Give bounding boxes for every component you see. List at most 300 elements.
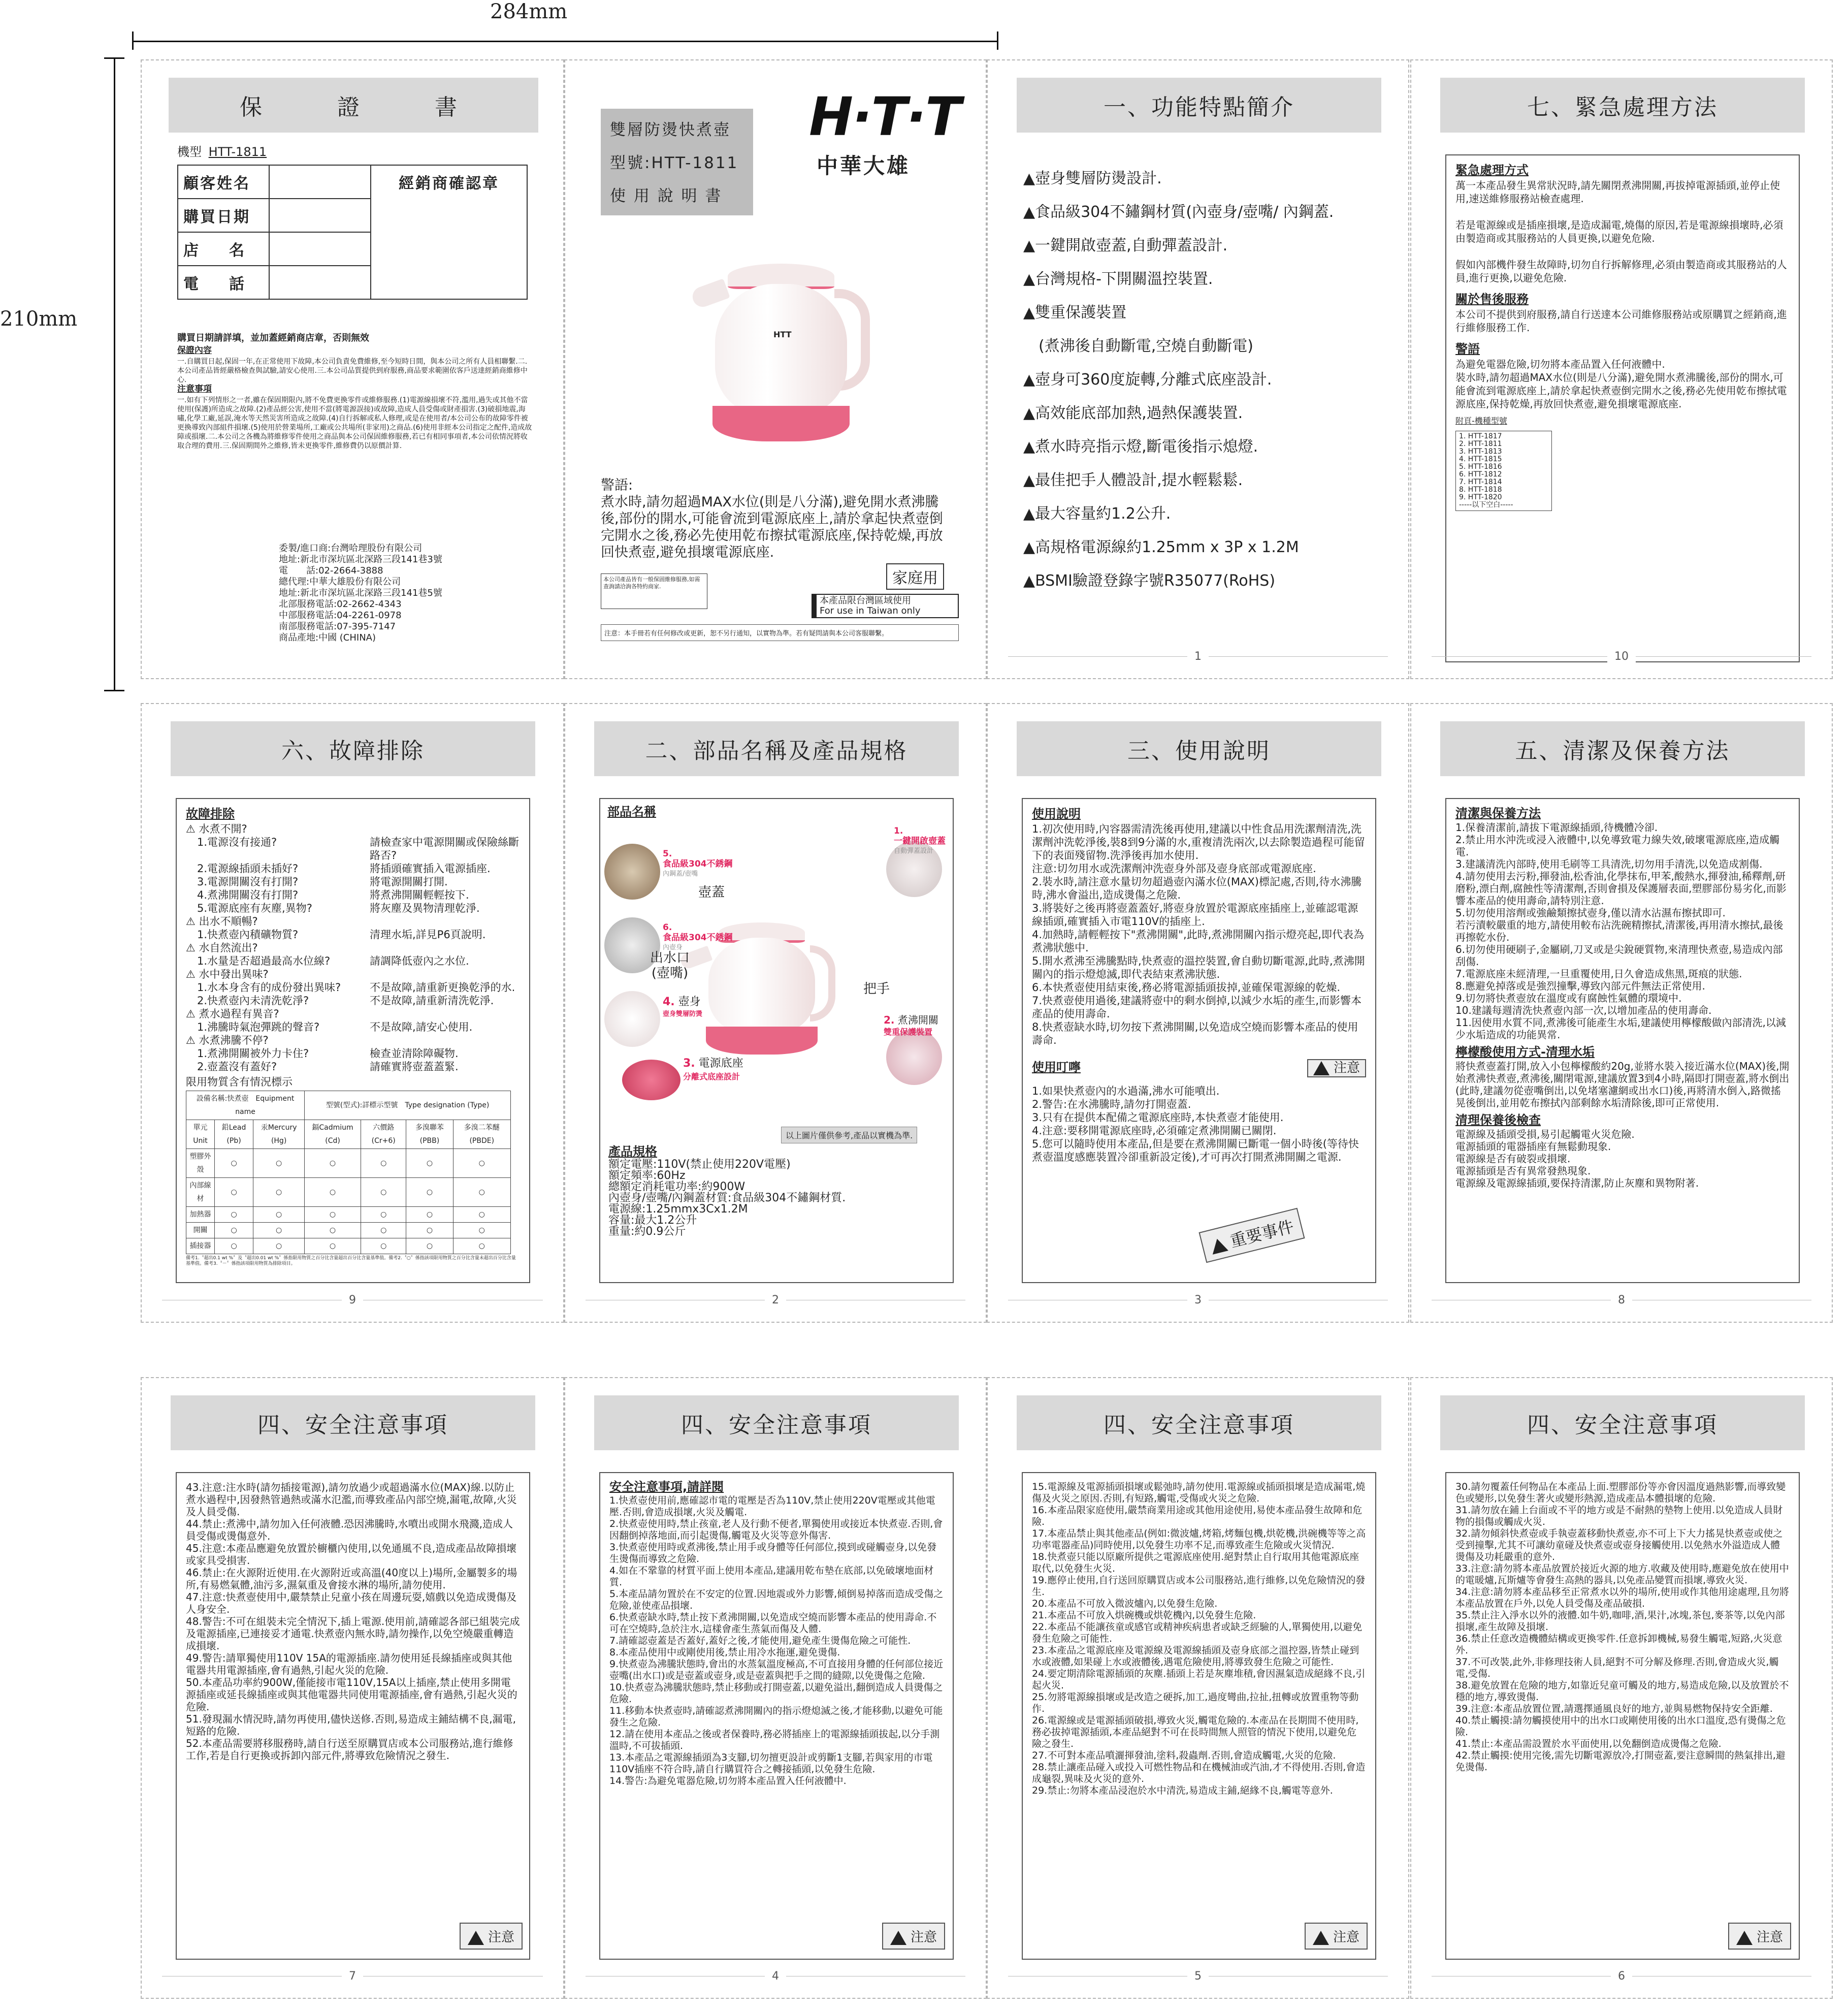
customer-table (177, 165, 528, 300)
brand-subtitle: 中華大雄 (817, 153, 911, 178)
safety-item: 8.本產品使用中或剛使用後,禁止用冷水拖運,避免燙傷. (609, 1647, 840, 1658)
hazard-mark: ○ (214, 1178, 253, 1207)
model-value: HTT-1811 (208, 145, 267, 159)
contact-line: 地址:新北市深坑區北深路三段141巷5號 (279, 588, 442, 598)
page-8-panel (1410, 703, 1833, 1323)
trouble-cause: 1.煮沸開關被外力卡住? (197, 1047, 309, 1060)
hazard-mark: ○ (361, 1238, 406, 1254)
hazard-mark: ○ (406, 1149, 453, 1178)
part-3-num: 3. (683, 1057, 695, 1070)
cover-panel (564, 59, 987, 679)
cover-warning-title: 警語: (601, 477, 633, 493)
page-10-header: 七、緊急處理方法 (1440, 78, 1805, 133)
emergency-text: 萬一本產品發生異常狀況時,請先關閉煮沸開關,再拔掉電源插頭,並停止使用,速送維修服務站檢查處理. 若是電源線或是插座損壞,是造成漏電,燒傷的原因,若是電源線損壞時,必須由製造商或其服務站的人員更換,以避免危險. 假如內部機件發生故障時,切勿自行拆解修理,必須由製造商或其服務站的人員,進行更換,以避免危險. (1455, 179, 1787, 284)
part-4-desc: 壺身雙層防燙 (663, 1010, 703, 1018)
part-4 (663, 996, 702, 1020)
trouble-cause: 1.電源沒有接通? (197, 836, 277, 848)
hazard-mark: ○ (406, 1238, 453, 1254)
safety-item: 3.快煮壺使用時或煮沸後,禁止用手或身體等任何部位,摸到或碰觸壺身,以免發生燙傷而導致之危險. (609, 1542, 937, 1565)
safety-item: 35.禁止注入淨水以外的液體.如牛奶,咖啡,酒,果汁,冰塊,茶包,麥茶等,以免內部損壞,產生故障及損壞. (1455, 1610, 1785, 1633)
model-list-item: 7. HTT-1814 (1459, 478, 1502, 486)
feature-item: ▲雙重保護裝置 (1023, 304, 1127, 322)
spec-item: 內壺身/壺嘴/內鋼蓋材質:食品級304不鏽鋼材質. (608, 1192, 846, 1204)
usage-item: 注意:切勿用水或洗潔劑沖洗壺身外部及壺身底部或電源底座. (1032, 863, 1316, 875)
hazard-mark: ○ (253, 1223, 305, 1238)
trouble-row (186, 928, 520, 941)
taiwan-only-en: For use in Taiwan only (820, 605, 921, 616)
part-4-num: 4. (663, 996, 675, 1008)
page-3-panel (987, 703, 1409, 1323)
safety-item: 40.禁止觸摸:請勿觸摸使用中的出水口或剛使用後的出水口溫度,恐有燙傷之危險. (1455, 1715, 1786, 1738)
cleaning-item: 4.請勿使用去污粉,揮發油,松香油,化學抹布,甲苯,酸熱水,揮發油,稀釋劑,研磨粉,漂白劑,腐蝕性等清潔劑,否則會損及保護層表面,塑膠部份易劣化,而影響本產品的使用壽命,請特別注意. (1455, 870, 1787, 907)
trouble-cause: 2.電源線插頭未插好? (197, 863, 299, 875)
small-service-note: 本公司產品皆有一般保固維修服務,如需查詢請洽詢各特約商家. (601, 573, 707, 609)
tips-title: 使用叮嚀 (1032, 1060, 1081, 1074)
hazard-mark: ○ (361, 1207, 406, 1223)
notice-text: 注意 (1756, 1930, 1783, 1945)
kettle-image (687, 253, 875, 457)
safety-item: 15.電源線及電源插頭損壞或鬆弛時,請勿使用.電源線或插頭損壞是造成漏電,燒傷及火災之原因.否則,有短路,觸電,受傷或火災之危險. (1032, 1481, 1366, 1504)
warranty-notes-title: 注意事項 (177, 384, 212, 394)
trouble-solution: 不是故障,請重新更換乾淨的水. (370, 981, 515, 994)
notice-text: 注意 (910, 1930, 937, 1945)
safety-item: 47.注意:快煮壺使用中,嚴禁禁止兒童小孩在周邊玩耍,嬉戲以免造成燙傷及人身安全. (186, 1591, 517, 1615)
model-list-item: -----以下空白----- (1459, 501, 1513, 509)
trouble-cause: 5.電源底座有灰塵,異物? (197, 902, 312, 914)
page-number: 3 (1187, 1294, 1209, 1306)
feature-item: ▲高效能底部加熱,過熱保護裝置. (1023, 404, 1243, 422)
page-3-header: 三、使用說明 (1017, 721, 1381, 776)
hazard-table (186, 1091, 511, 1254)
hazard-mark: ○ (305, 1223, 361, 1238)
page-1-panel (987, 59, 1409, 679)
spec-item: 額定頻率:60Hz (608, 1169, 686, 1182)
hazard-type: 型號(型式):詳標示型號 Type designation (Type) (305, 1091, 511, 1120)
hazard-row-label: 塑膠外殼 (186, 1149, 215, 1178)
trouble-solution: 將插頭確實插入電源插座. (370, 863, 491, 875)
page-6-header: 四、安全注意事項 (1440, 1395, 1805, 1450)
hazard-row-label: 插接器 (186, 1238, 215, 1254)
hazard-mark: ○ (305, 1207, 361, 1223)
purchase-date-field[interactable] (269, 199, 371, 232)
cleaning-title: 清潔與保養方法 (1455, 806, 1541, 820)
part-3-desc: 分離式底座設計 (683, 1072, 740, 1081)
usage-item: 4.加熱時,請輕輕按下"煮沸開關",此時,煮沸開關內指示燈亮起,即代表為煮沸狀態中. (1032, 929, 1365, 954)
hazard-mark: ○ (406, 1178, 453, 1207)
trouble-solution: 清理水垢,詳見P6頁說明. (370, 929, 486, 941)
trouble-row (186, 1047, 520, 1060)
kettle-body (715, 284, 847, 416)
hazard-col-header: 鎘Cadmium (Cd) (305, 1120, 361, 1149)
contact-line: 中部服務電話:04-2261-0978 (279, 610, 402, 621)
store-field[interactable] (269, 232, 371, 266)
page-9-panel (141, 703, 564, 1323)
kettle-base (706, 1027, 818, 1055)
model-label: 機型 (177, 145, 202, 159)
tip-item: 4.注意:要移開電源底座時,必須確定煮沸開關已關閉. (1032, 1125, 1277, 1137)
safety-item: 19.應停止使用,自行送回原購買店或本公司服務站,進行維修,以免危險情況的發生. (1032, 1575, 1366, 1598)
cleaning-item: 8.應避免掉落或是強烈撞擊,導致內部元件無法正常使用. (1455, 980, 1705, 992)
page-number: 6 (1611, 1970, 1632, 1983)
model-list-item: 2. HTT-1811 (1459, 440, 1502, 448)
cleaning-item: 10.建議每週清洗快煮壺內部一次,以增加產品的使用壽命. (1455, 1004, 1712, 1016)
trouble-question: ⚠ 水煮沸騰不停? (186, 1034, 269, 1046)
check-item: 電源插頭的電器插座有無鬆動現象. (1455, 1140, 1611, 1153)
spec-item: 額定電壓:110V(禁止使用220V電壓) (608, 1158, 791, 1171)
warning-icon (1209, 1237, 1228, 1255)
cleaning-box (1445, 798, 1800, 1283)
tip-item: 5.您可以隨時使用本產品,但是要在煮沸開關已斷電一個小時後(等待快煮壺溫度感應裝置冷卻重新設定後),才可再次打開煮沸開關之電源. (1032, 1138, 1359, 1163)
model-list-item: 8. HTT-1818 (1459, 486, 1502, 494)
hazard-row (186, 1238, 511, 1254)
usage-item: 6.本快煮壺使用結束後,務必將電源插頭拔掉,並確保電源線的乾燥. (1032, 981, 1341, 994)
safety-item: 18.快煮壺只能以原廠所提供之電源底座使用.絕對禁止自行取用其他電源底座取代,以免發生火災. (1032, 1551, 1359, 1574)
usage-box (1022, 798, 1376, 1283)
cover-title-box (601, 109, 753, 215)
feature-item: (煮沸後自動斷電,空燒自動斷電) (1023, 337, 1253, 355)
height-dimension-line (114, 58, 115, 691)
warranty-notes-text: 一.如有下列情形之一者,雖在保固期限內,將不免費更換零件或維修服務.(1)電源線損壞不符,濫用,過失或其他不當使用(保護)所造成之故障.(2)產品經公害,使用不當(將電源誤接)或故障,造成人員受傷或財產損害.(3)破損地震,海嘯,化學工廠,延誤,淹水等天然災害所造成之故障.(4)自行拆解或私人修理,或是在使用者/本公司公布的故障零件被更換導致內部組件損壞.(5)使用於營業場所,工廠或公共場所(非家用)之商品.(6)使用非經本公司指定之配件,造成故障或損壞.二.本公司之各機為將維修零件使用之商品與本公司保固維修服務,若已有相同事項者,本公司依情況將收取合理的費用.三.保固期間外之維修,皆未更換零件,維修費仍以原價計算. (177, 396, 532, 450)
hazard-mark: ○ (214, 1207, 253, 1223)
safety-item: 32.請勿傾斜快煮壺或手執壺蓋移動快煮壺,亦不可上下大力搖晃快煮壺或使之受到撞擊,尤其不可讓幼童碰及快煮壺或壺身接觸使用.以免熱水外溢造成人體燙傷及功耗嚴重的意外. (1455, 1528, 1783, 1562)
cleaning-item: 9.切勿將快煮壺放在溫度或有腐蝕性氣體的環境中. (1455, 992, 1682, 1004)
hazard-mark: ○ (253, 1178, 305, 1207)
hazard-equipment: 設備名稱:快煮壺 Equipment name (186, 1091, 305, 1120)
trouble-cause: 1.快煮壺內積礦物質? (197, 929, 299, 941)
trouble-row (186, 994, 520, 1007)
page-number: 10 (1607, 650, 1636, 663)
cleaning-item: 若污漬較嚴重的地方,請使用較布沾洗碗精擦拭,清潔後,再用清水擦拭,最後再擦乾水份. (1455, 919, 1784, 943)
important-text: 重要事件 (1228, 1217, 1296, 1252)
safety-item: 23.本產品之電源底座及電源線及電源線插頭及壺身底部之溫控器,皆禁止碰到水或液體,如果碰上水或液體後,遇電危險使用,將導致發生危險之可能性. (1032, 1645, 1359, 1668)
cover-product-name: 雙層防燙快煮壺 (610, 121, 731, 139)
cleaning-item: 2.禁止用水沖洗或浸入液體中,以免導致電力線失效,破壞電源底座,造成觸電. (1455, 834, 1780, 858)
part-5-num: 5. (663, 849, 672, 859)
safety-item: 51.發現漏水情況時,請勿再使用,儘快送修.否則,易造成主鋪結構不良,漏電,短路的危險. (186, 1713, 516, 1737)
contact-block (279, 543, 442, 644)
spec-block (608, 1146, 846, 1237)
check-item: 電源插頭是否有異常發熱現象. (1455, 1165, 1591, 1177)
hazard-row (186, 1178, 511, 1207)
check-title: 清理保養後檢查 (1455, 1113, 1541, 1127)
model-line (177, 142, 267, 159)
trouble-solution: 請檢查家中電源開關或保險絲斷路否? (370, 836, 519, 862)
warning-title: 警語 (1455, 342, 1480, 356)
tip-item: 3.只有在提供本配備之電源底座時,本快煮壺才能使用. (1032, 1111, 1284, 1124)
trouble-row (186, 1020, 520, 1034)
notice-badge (460, 1923, 523, 1950)
trouble-cause: 1.水本身含有的成份發出異味? (197, 981, 341, 994)
part-1-name: 一鍵開啟壺蓋 (894, 836, 946, 846)
part-6 (663, 922, 733, 953)
safety-item: 22.本產品不能讓孩童或感官或精神疾病患者或缺乏經驗的人,單獨使用,以避免發生危險之可能性. (1032, 1621, 1363, 1644)
hazard-mark: ○ (361, 1223, 406, 1238)
warning-icon (468, 1931, 484, 1945)
part-5 (663, 849, 733, 879)
spec-item: 電源線:1.25mmx3Cx1.2M (608, 1203, 748, 1216)
cover-warning (601, 477, 956, 561)
page-4-header: 四、安全注意事項 (594, 1395, 959, 1450)
feature-item: ▲壺身可360度旋轉,分離式底座設計. (1023, 371, 1272, 389)
safety-item: 10.快煮壺為沸騰狀態時,禁止移動或打開壺蓋,以避免溢出,翻倒造成人員燙傷之危險. (609, 1682, 943, 1705)
height-tick-bottom (104, 690, 124, 691)
brand-logo: H·T·T (809, 86, 960, 148)
spec-title: 產品規格 (608, 1144, 657, 1159)
tip-item: 1.如果快煮壺內的水過滿,沸水可能噴出. (1032, 1085, 1220, 1097)
safety-box-4 (599, 1472, 954, 1960)
trouble-solution: 檢查並清除障礙物. (370, 1047, 459, 1060)
row-store: 店 名 (178, 232, 269, 266)
model-list-item: 9. HTT-1820 (1459, 493, 1502, 501)
kettle-brand-mark: HTT (773, 330, 792, 339)
width-tick-right (997, 31, 998, 50)
cleaning-item: 6.切勿使用硬刷子,金屬刷,刀叉或是尖銳硬質物,來清理快煮壺,易造成內部刮傷. (1455, 943, 1783, 968)
warning-text: 為避免電器危險,切勿將本產品置入任何液體中. 裝水時,請勿超過MAX水位(則是八分滿),避免開水煮沸騰後,部份的開水,可能會流到電源底座上,請於拿起快煮壺倒完開水之後,務必先使用乾布擦拭電源底座,保持乾燥,再放回快煮壺,避免損壞電源底座. (1455, 358, 1787, 410)
cleaning-item: 1.保養清潔前,請拔下電源線插頭,待機體冷卻. (1455, 821, 1658, 834)
part-2-desc: 雙重保護裝置 (884, 1027, 933, 1037)
hazard-row-label: 加熱器 (186, 1207, 215, 1223)
usage-item: 5.開水煮沸至沸騰點時,快煮壺的溫控裝置,會自動切斷電源,此時,煮沸開關內的指示燈熄滅,即代表結束煮沸狀態. (1032, 955, 1365, 980)
hazard-mark: ○ (214, 1223, 253, 1238)
safety-item: 34.注意:請勿將本產品移至正常煮水以外的場所,使用或作其他用途處理,且勿將本產品放置在戶外,以免人員受傷及產品破損. (1455, 1586, 1789, 1609)
hazard-col-header: 單元Unit (186, 1120, 215, 1149)
after-sales-text: 本公司不提供到府服務,請自行送達本公司維修服務站或原購買之經銷商,進行維修服務工作. (1455, 308, 1787, 334)
part-3-name: 電源底座 (698, 1057, 743, 1070)
cleaning-item: 5.切勿使用溶劑或強鹼類擦拭壺身,僅以清水沾濕布擦拭即可. (1455, 907, 1726, 919)
part-1-num: 1. (894, 826, 903, 836)
taiwan-only-box (812, 594, 959, 618)
model-list (1455, 431, 1552, 511)
emergency-box (1445, 154, 1800, 662)
after-sales-title: 關於售後服務 (1455, 292, 1529, 306)
phone-field[interactable] (269, 266, 371, 299)
hazard-mark: ○ (305, 1149, 361, 1178)
hazard-mark: ○ (253, 1149, 305, 1178)
model-list-item: 3. HTT-1813 (1459, 448, 1502, 456)
part-5-name: 食品級304不銹鋼 (663, 859, 733, 869)
hazard-mark: ○ (305, 1178, 361, 1207)
feature-item: ▲食品級304不鏽鋼材質(內壺身/壺嘴/ 內鋼蓋. (1023, 203, 1334, 221)
hazard-col-header: 多溴聯苯 (PBB) (406, 1120, 453, 1149)
safety-item: 16.本產品限家庭使用,嚴禁商業用途或其他用途使用,易使本產品發生故障和危險. (1032, 1505, 1363, 1527)
citric-title: 檸檬酸使用方式-清理水垢 (1455, 1045, 1595, 1059)
safety-item: 20.本產品不可放入微波爐內,以免發生危險. (1032, 1598, 1218, 1609)
feature-list (1023, 162, 1334, 598)
page-7-header: 四、安全注意事項 (171, 1395, 535, 1450)
page-8-header: 五、清潔及保養方法 (1440, 721, 1805, 776)
safety-item: 41.禁止:本產品需設置於水平面使用,以免翻倒造成燙傷之危險. (1455, 1738, 1722, 1749)
check-item: 電源線是否有破裂或損壞. (1455, 1153, 1571, 1165)
page-6-panel (1410, 1377, 1833, 1999)
hazard-mark: ○ (361, 1149, 406, 1178)
citric-text: 將快煮壺蓋打開,放入小包檸檬酸約20g,並將水裝入接近滿水位(MAX)後,開始煮沸快煮壺,煮沸後,關閉電源,建議放置3到4小時,隔即打開壺蓋,將水倒出(此時,建議勿從壺嘴倒出,以免堵塞濾網或出水口)後,再將清水倒入,路微搖晃後倒出,並用乾布擦拭內部剩餘水垢清除後,即可正常使用. (1455, 1060, 1790, 1109)
trouble-row (186, 1060, 520, 1073)
safety-item: 42.禁止觸摸:使用完後,需先切斷電源放冷,打開壺蓋,要注意瞬間的熱氣排出,避免燙傷. (1455, 1750, 1786, 1773)
feature-item: ▲高規格電源線約1.25mm x 3P x 1.2M (1023, 538, 1299, 556)
contact-line: 南部服務電話:07-395-7147 (279, 621, 396, 632)
trouble-solution: 不是故障,請安心使用. (370, 1021, 473, 1033)
safety-item: 29.禁止:勿將本產品浸泡於水中清洗,易造成主鋪,絕緣不良,觸電等意外. (1032, 1785, 1333, 1796)
trouble-row (186, 875, 520, 888)
trouble-question: ⚠ 煮水過程有異音? (186, 1008, 279, 1020)
part-6-desc: 內壺身 (663, 944, 683, 951)
cleaning-item: 3.建議清洗內部時,使用毛刷等工具清洗,切勿用手清洗,以免造成割傷. (1455, 858, 1763, 870)
contact-line: 地址:新北市深坑區北深路三段141巷3號 (279, 554, 442, 565)
trouble-cause: 2.壺蓋沒有蓋好? (197, 1061, 277, 1073)
safety-item: 26.電源線或是電源插頭破損,導致火災,觸電危險的.本產品在長期間不使用時,務必拔掉電源插頭,本產品絕對不可在長時間無人照管的情況下使用,以避免危險之發生. (1032, 1715, 1359, 1749)
trouble-row (186, 981, 520, 994)
dealer-stamp-label: 經銷商確認章 (371, 165, 527, 299)
hazard-row-label: 內部線材 (186, 1178, 215, 1207)
taiwan-only-zh: 本產品限台灣區域使用 (820, 595, 911, 606)
contact-line: 電 話:02-2664-3888 (279, 565, 383, 576)
model-list-item: 5. HTT-1816 (1459, 463, 1502, 471)
trouble-row (186, 836, 520, 862)
part-2-num: 2. (884, 1014, 895, 1026)
notice-text: 注意 (1333, 1930, 1359, 1945)
page-number: 4 (765, 1970, 786, 1983)
row-purchase-date: 購買日期 (178, 199, 269, 232)
safety-item: 49.警告:請單獨使用110V 15A的電源插座.請勿使用延長線插座或與其他電器共用電源插座,會有過熱,引起火災的危險. (186, 1652, 512, 1676)
hazard-mark: ○ (406, 1223, 453, 1238)
tip-item: 2.警告:在水沸騰時,請勿打開壺蓋. (1032, 1098, 1191, 1110)
hazard-row-label: 開關 (186, 1223, 215, 1238)
part-5-desc: 內鋼蓋/壺嘴 (663, 870, 698, 878)
part-6-name: 食品級304不銹鋼 (663, 933, 733, 943)
warning-icon (1736, 1931, 1753, 1945)
hazard-row (186, 1207, 511, 1223)
width-dimension-line (133, 41, 998, 42)
trouble-question: ⚠ 水自然流出? (186, 942, 258, 954)
part-2 (884, 1014, 938, 1038)
trouble-cause: 3.電源開關沒有打開? (197, 876, 299, 888)
usage-title: 使用說明 (1032, 807, 1081, 821)
spec-item: 總額定消耗電功率:約900W (608, 1181, 745, 1193)
trouble-solution: 將煮沸開關輕輕按下. (370, 889, 469, 901)
page-7-panel (141, 1377, 564, 1999)
safety-item: 14.警告:為避免電器危險,切勿將本產品置入任何液體中. (609, 1775, 847, 1786)
trouble-question: ⚠ 水中發出異味? (186, 968, 269, 980)
contact-line: 總代理:中華大雄股份有限公司 (279, 577, 401, 587)
trouble-question: ⚠ 出水不順暢? (186, 915, 258, 928)
inner-lid-photo (604, 844, 660, 900)
body-photo (604, 991, 660, 1047)
hazard-col-header: 鉛Lead (Pb) (214, 1120, 253, 1149)
page-10-panel (1410, 59, 1833, 679)
hazard-col-header: 多溴二苯醚 (PBDE) (453, 1120, 510, 1149)
base-photo (622, 1060, 680, 1100)
check-item: 電源線及電源線插頭,要保持清潔,防止灰塵和異物附著. (1455, 1177, 1699, 1189)
cover-model: 型號:HTT-1811 (610, 154, 739, 172)
page-1-header: 一、功能特點簡介 (1017, 78, 1381, 133)
hazard-mark: ○ (253, 1207, 305, 1223)
emergency-title: 緊急處理方式 (1455, 163, 1529, 177)
warranty-terms (177, 346, 533, 451)
safety-item: 4.如在不鞏靠的材質平面上使用本產品,建議用乾布墊在底部,以免破壞地面材質. (609, 1565, 934, 1588)
tips-notice-badge (1307, 1059, 1366, 1077)
safety-item: 1.快煮壺使用前,應確認市電的電壓是否為110V,禁止使用220V電壓或其他電壓.否則,會造成損壞,火災及觸電. (609, 1495, 935, 1518)
height-tick-top (104, 57, 124, 59)
model-list-item: 6. HTT-1812 (1459, 470, 1502, 478)
safety-item: 52.本產品需要將移服務時,請自行送至原購買店或本公司服務站,進行維修工作,若是自行更換或拆卸內部元件,將導致危險情況之發生. (186, 1737, 513, 1762)
hazard-col-header: 六價鉻 (Cr+6) (361, 1120, 406, 1149)
trouble-solution: 不是故障,請重新清洗乾淨. (370, 995, 494, 1007)
usage-item: 2.裝水時,請注意水量切勿超過壺內滿水位(MAX)標記處,否則,待水沸騰時,沸水會溢出,造成燙傷之危險. (1032, 876, 1362, 901)
notice-badge (1305, 1923, 1368, 1950)
height-dimension-label: 210mm (0, 307, 78, 331)
customer-name-field[interactable] (269, 165, 371, 199)
hazard-mark: ○ (253, 1238, 305, 1254)
spout-label: 出水口 (壺嘴) (650, 950, 690, 981)
usage-item: 8.快煮壺缺水時,切勿按下煮沸開關,以免造成空燒而影響本產品的使用壽命. (1032, 1021, 1358, 1046)
part-2-name: 煮沸開關 (897, 1014, 938, 1026)
safety-box-6 (1445, 1472, 1800, 1960)
safety-item: 31.請勿放在鋪上台面或不平的地方或是不耐熱的墊物上使用.以免造成人員財物的損傷或觸成火災. (1455, 1505, 1783, 1527)
notice-text: 注意 (1333, 1060, 1360, 1076)
feature-item: ▲最大容量約1.2公升. (1023, 505, 1171, 523)
feature-item: ▲BSMI驗證登錄字號R35077(RoHS) (1023, 572, 1276, 590)
troubleshooting-list (186, 822, 520, 1073)
feature-item: ▲台灣規格-下開關溫控裝置. (1023, 270, 1213, 288)
warranty-content-title: 保證內容 (177, 345, 212, 356)
warranty-panel (141, 59, 564, 679)
feature-item: ▲一鍵開啟壺蓋,自動彈蓋設計. (1023, 237, 1228, 254)
hazard-mark: ○ (305, 1238, 361, 1254)
hazard-mark: ○ (361, 1178, 406, 1207)
handle-label: 把手 (863, 981, 890, 997)
page-number: 9 (342, 1294, 363, 1306)
trouble-row (186, 902, 520, 915)
photo-note: 以上圖片僅供參考,產品以實機為準. (781, 1127, 917, 1143)
notice-badge (1728, 1923, 1791, 1950)
trouble-row (186, 862, 520, 875)
width-tick-left (132, 31, 134, 50)
hazard-title: 限用物質含有情況標示 (186, 1076, 293, 1088)
safety-box-5 (1022, 1472, 1376, 1960)
lid-label: 壺蓋 (698, 885, 725, 900)
warning-icon (1313, 1931, 1329, 1945)
usage-item: 1.初次使用時,內容器需清洗後再使用,建議以中性食品用洗潔劑清洗,洗潔劑沖洗乾淨後,裝8到9分滿的水,重複清洗兩次,以去除製造過程可能留下的表面殘留物.洗淨後再加水使用. (1032, 823, 1365, 862)
cover-manual-title: 使 用 說 明 書 (610, 187, 723, 205)
page-5-panel (987, 1377, 1409, 1999)
warranty-content-text: 一.自購買日起,保固一年,在正常使用下故障,本公司負責免費維修,至今短時日間，與本公司之所有人員相聯繫.二.本公司產品皆經嚴格檢查與試驗,請安心使用.三.本公司品質提供到府服務,商品要求範圍依客戶送達經銷商維修中心. (177, 358, 528, 384)
hazard-col-header: 汞Mercury (Hg) (253, 1120, 305, 1149)
safety-item: 13.本產品之電源線插頭為3支腳,切勿擅更設計或剪斷1支腳,若與家用的市電110V插座不符合時,請自行購買符合之轉接插頭,以免發生危險. (609, 1752, 933, 1775)
safety-item: 39.注意:本產品放置位置,請選擇通風良好的地方,並與易燃物保持安全距離. (1455, 1703, 1773, 1714)
safety-item: 36.禁止任意改造機體結構或更換零件.任意拆卸機械,易發生觸電,短路,火災意外. (1455, 1633, 1782, 1656)
warning-icon (1313, 1061, 1330, 1075)
trouble-row (186, 888, 520, 902)
trouble-solution: 將灰塵及異物清理乾淨. (370, 902, 480, 914)
safety-title: 安全注意事項,請詳閱 (609, 1480, 724, 1494)
safety-item: 27.不可對本產品噴灑揮發油,塗料,殺蟲劑.否則,會造成觸電,火災的危險. (1032, 1750, 1336, 1761)
hazard-mark: ○ (453, 1223, 510, 1238)
check-item: 電源線及插頭受損,易引起觸電火災危險. (1455, 1128, 1635, 1140)
safety-item: 30.請勿覆蓋任何物品在本產品上面.塑膠部份等亦會因溫度過熱影響,而導致變色或變形,以免發生著火或變形熱源,造成產品本體損壞的危險. (1455, 1481, 1786, 1504)
hazard-row (186, 1223, 511, 1238)
kettle-handle (810, 945, 835, 1022)
page-2-panel (564, 703, 987, 1323)
page-number: 7 (342, 1970, 363, 1983)
hazard-mark: ○ (406, 1207, 453, 1223)
troubleshooting-title: 故障排除 (186, 807, 235, 821)
safety-item: 28.禁止讓產品碰入或投入可燃性物品和在機械油或汽油,才不得使用.否則,會造成龜裂,異味及火災的意外. (1032, 1762, 1366, 1784)
part-1 (894, 826, 946, 856)
spec-item: 容量:最大1.2公升 (608, 1214, 697, 1227)
troubleshooting-box (176, 798, 530, 1283)
page-number: 5 (1187, 1970, 1209, 1983)
trouble-cause: 1.沸騰時氣泡彈跳的聲音? (197, 1021, 320, 1033)
